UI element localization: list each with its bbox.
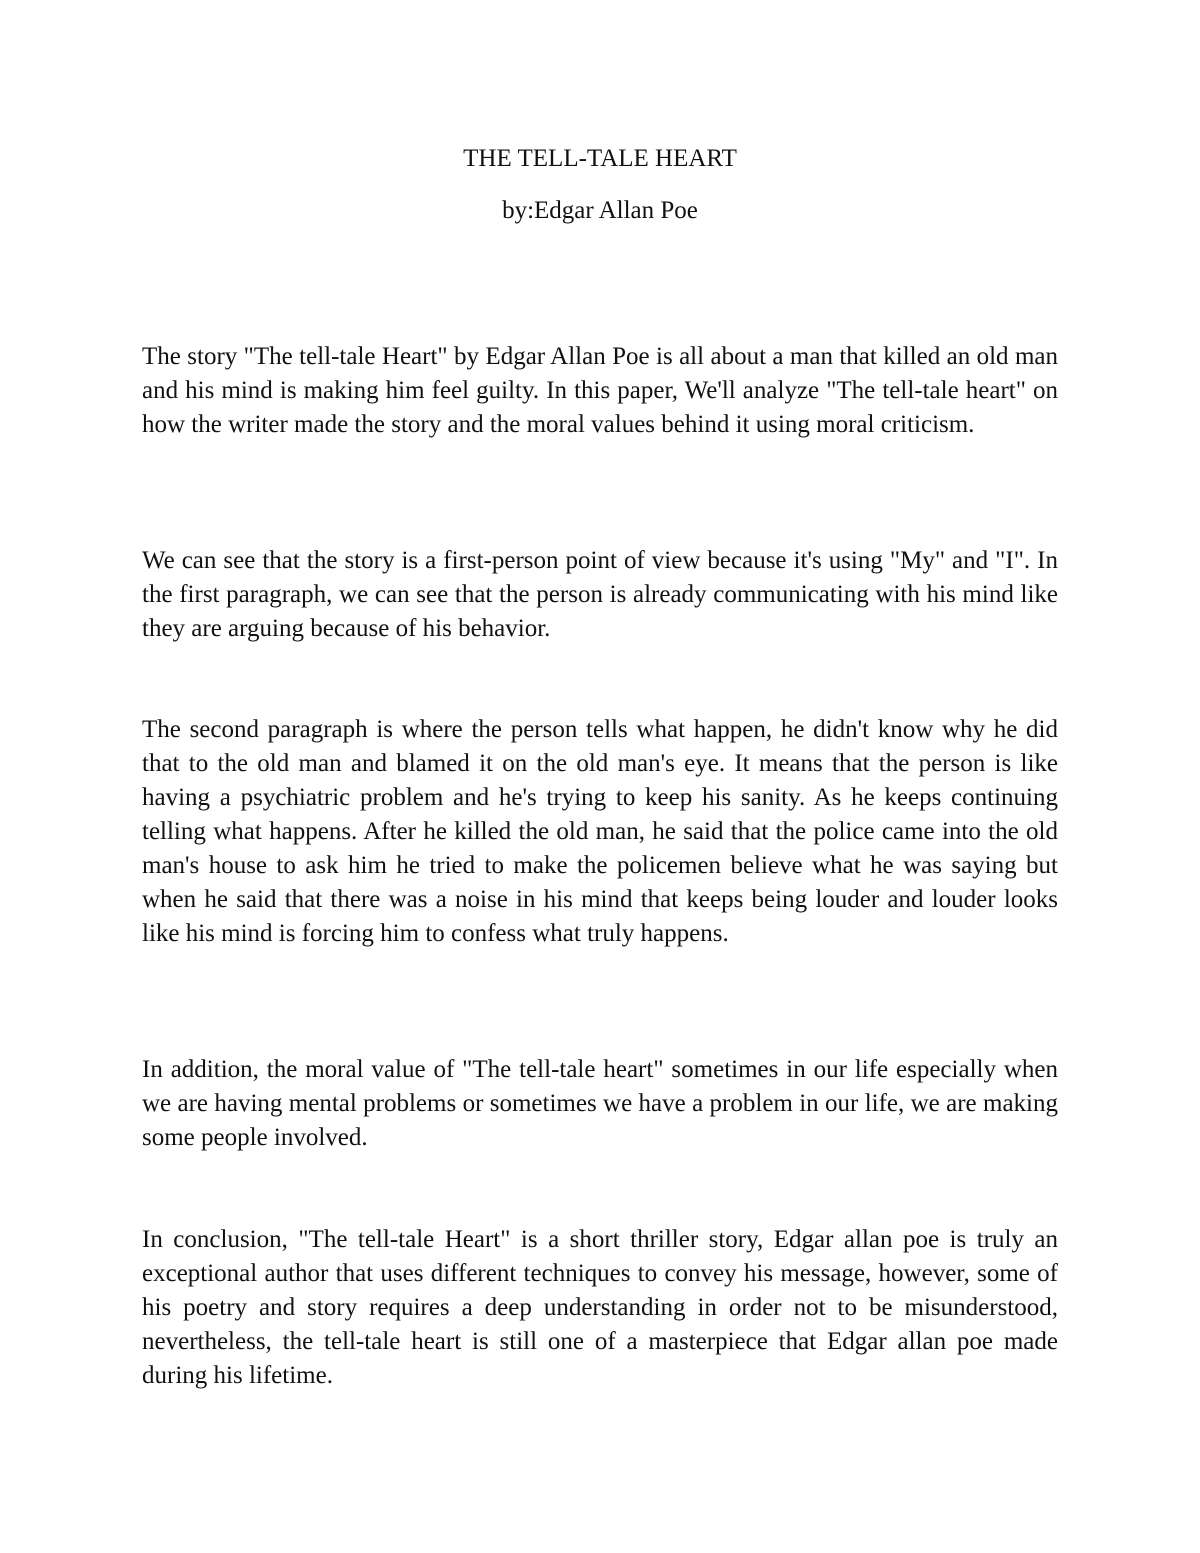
paragraph-conclusion: In conclusion, "The tell-tale Heart" is a short thriller story, Edgar allan poe is truly an exceptional author that uses different techniques to convey his message, however, some of his poetry and story requires a deep understanding in order not to be misunderstood, nevertheless, the tell-tale heart is still one of a masterpiece that Edgar allan poe made during his lifetime. <box>142 1226 1058 1389</box>
paragraph-point-of-view: We can see that the story is a first-person point of view because it's using "My" and "I". In the first paragraph, we can see that the person is already communicating with his mind like they are arguing because of his behavior. <box>142 547 1058 642</box>
document-title: THE TELL-TALE HEART <box>463 145 737 172</box>
paragraph-introduction: The story "The tell-tale Heart" by Edgar Allan Poe is all about a man that killed an old man and his mind is making him feel guilty. In this paper, We'll analyze "The tell-tale heart" on how the writer made the story and the moral values behind it using moral criticism. <box>142 343 1058 438</box>
document-byline: by:Edgar Allan Poe <box>502 197 698 224</box>
paragraph-second-paragraph-analysis: The second paragraph is where the person tells what happen, he didn't know why he did that to the old man and blamed it on the old man's eye. It means that the person is like having a psychiatric problem and he's trying to keep his sanity. As he keeps continuing telling what happens. After he killed the old man, he said that the police came into the old man's house to ask him he tried to make the policemen believe what he was saying but when he said that there was a noise in his mind that keeps being louder and louder looks like his mind is forcing him to confess what truly happens. <box>142 716 1058 947</box>
paragraph-moral-value: In addition, the moral value of "The tell-tale heart" sometimes in our life especially when we are having mental problems or sometimes we have a problem in our life, we are making some people involved. <box>142 1056 1058 1151</box>
